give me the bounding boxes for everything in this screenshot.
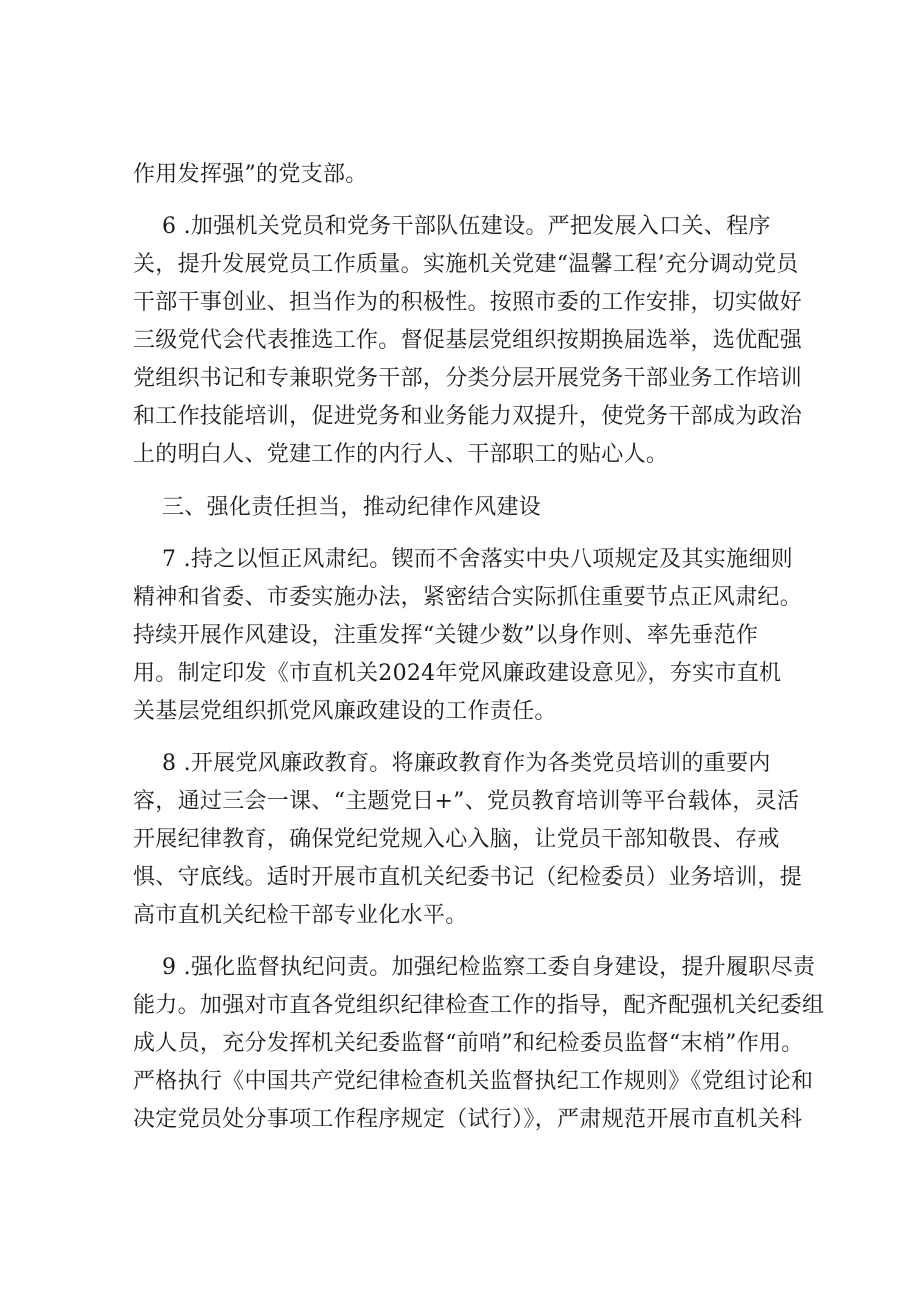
item6-line-4: 三级党代会代表推选工作。督促基层党组织按期换届选举，选优配强 [133, 328, 803, 353]
item6-line-1: 6 .加强机关党员和党务干部队伍建设。严把发展入口关、程序 [162, 214, 771, 239]
item8-line-4: 惧、守底线。适时开展市直机关纪委书记（纪检委员）业务培训，提 [133, 865, 803, 890]
item9-line-4: 严格执行《中国共产党纪律检查机关监督执纪工作规则》《党组讨论和 [133, 1069, 814, 1094]
item7-line-3: 持续开展作风建设，注重发挥“关键少数”以身作则、率先垂范作 [133, 623, 759, 648]
item8-line-2: 容，通过三会一课、“主题党日+”、党员教育培训等平台载体，灵活 [133, 789, 800, 814]
section-heading: 三、强化责任担当，推动纪律作风建设 [162, 495, 542, 520]
item9-line-3: 成人员，充分发挥机关纪委监督“前哨”和纪检委员监督“末梢”作用。 [133, 1031, 804, 1056]
item9-line-5: 决定党员处分事项工作程序规定（试行）》，严肃规范开展市直机关科 [133, 1107, 803, 1132]
item7-line-2: 精神和省委、市委实施办法，紧密结合实际抓住重要节点正风肃纪。 [133, 585, 803, 610]
item7-line-5: 关基层党组织抓党风廉政建设的工作责任。 [133, 699, 557, 724]
item6-line-7: 上的明白人、党建工作的内行人、干部职工的贴心人。 [133, 442, 669, 467]
item9-line-1: 9 .强化监督执纪问责。加强纪检监察工委自身建设，提升履职尽责 [162, 955, 816, 980]
item8-line-3: 开展纪律教育，确保党纪党规入心入脑，让党员干部知敬畏、存戒 [133, 827, 780, 852]
item6-line-6: 和工作技能培训，促进党务和业务能力双提升，使党务干部成为政治 [133, 404, 803, 429]
item7-line-4: 用。制定印发《市直机关2024年党风廉政建设意见》，夯实市直机 [133, 661, 782, 686]
item9-line-2: 能力。加强对市直各党组织纪律检查工作的指导，配齐配强机关纪委组 [133, 993, 825, 1018]
item8-line-5: 高市直机关纪检干部专业化水平。 [133, 903, 468, 928]
item8-line-1: 8 .开展党风廉政教育。将廉政教育作为各类党员培训的重要内 [162, 751, 771, 776]
item6-line-3: 干部干事创业、担当作为的积极性。按照市委的工作安排，切实做好 [133, 290, 803, 315]
item7-line-1: 7 .持之以恒正风肃纪。锲而不舍落实中央八项规定及其实施细则 [162, 547, 793, 572]
item6-line-5: 党组织书记和专兼职党务干部，分类分层开展党务干部业务工作培训 [133, 366, 803, 391]
paragraph-fragment: 作用发挥强”的党支部。 [133, 162, 368, 187]
item6-line-2: 关，提升发展党员工作质量。实施机关党建“温馨工程’充分调动党员 [133, 252, 799, 277]
